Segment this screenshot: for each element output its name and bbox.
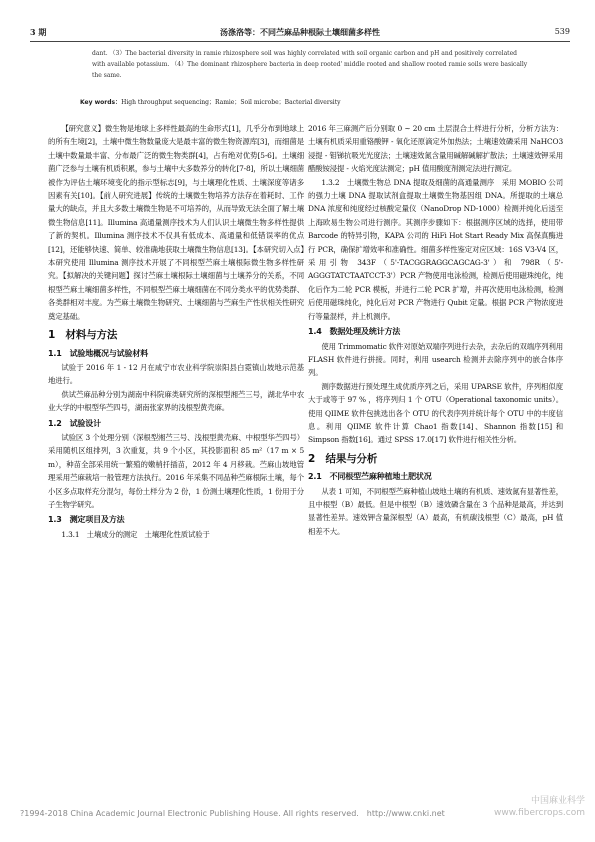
section-heading: 2 结果与分析	[308, 452, 378, 465]
abstract-continuation	[92, 48, 538, 81]
keywords	[80, 98, 540, 108]
subsection-heading: 1.3 测定项目及方法	[48, 515, 125, 525]
watermark-url: www.fibercrops.com	[494, 808, 585, 818]
intro-paragraph: 【研究意义】微生物是地球上多样性最高的生命形式[1]，几乎分布到地球上的所有生境[2]，土壤中微生物数量庞大是最丰富的微生物资源库[3]，而细菌是土壤中数量最丰富、分布最广泛的微生物类群[4]，占有绝对优势[5-6]。土壤细菌广泛参与土壤有机质积累，参与土壤中大多数养分的转化[7-8]，所以土壤细菌被作为评估土壤环境变化的指示型标志[9]，与土壤理化性质、土壤深度等诸多因素有关[10]。【前人研究进展】传统的土壤微生物培养方法存在着耗时、工作量大的缺点，并且大多数土壤微生物是不可培养的，从而导致无法全面了解土壤微生物信息[11]。Illumina 高通量测序技术为人们认识土壤微生物多样性提供了新的契机。Illumina 测序技术不仅具有低成本、高通量和低错误率的优点[12]，还能够快速、简单、较准确地获取土壤微生物信息[13]。【本研究切入点】本研究使用 Illumina 测序技术开展了不同根型苎麻土壤根际微生物多样性研究。【拟解决的关键问题】探讨苎麻土壤根际土壤细菌与土壤养分的关系，不同根型苎麻土壤细菌多样性，不同根型苎麻土壤细菌在不同分类水平的优势类群、各类群相对丰度。为苎麻土壤微生物研究、土壤细菌与苎麻生产性状相关性研究奠定基础。	[48, 124, 304, 321]
abstract-line: the same.	[92, 72, 122, 79]
abstract-line: with available potassium. （4）The dominant rhizosphere bacteria in deep rooted' middle rooted and shallow rooted ramie soils were basically	[92, 61, 528, 68]
body-paragraph: 测序数据进行预处理生成优质序列之后，采用 UPARSE 软件，序列相似度大于或等于 97 % ，将序列归 1 个 OTU（Operational taxonomic units）。使用 QIIME 软件包挑选出各个 OTU 的代表序列并统计每个 OTU 中的丰度信息。利用 QIIME 软件计算 Chao1 指数[14]、Shannon 指数[15] 和 Simpson 指数[16]。通过 SPSS 17.0[17] 软件进行相关性分析。	[308, 381, 563, 445]
subsection-heading: 1.2 试验设计	[48, 418, 101, 428]
right-column	[308, 122, 563, 538]
body-paragraph: 2016 年三麻测产后分别取 0 ~ 20 cm 土层混合土样进行分析，分析方法为：土壤有机质采用重铬酸钾 - 氧化还原滴定外加热法；土壤速效磷采用 NaHCO3 浸提 - 钼锑抗吸光光度法；土壤速效氮含量用碱解碱解扩散法；土壤速效钾采用醋酸铵浸提 - 火焰光度法测定；pH 值用酸度剂测定法进行测定。	[308, 124, 563, 174]
copyright-footer: ?1994-2018 China Academic Journal Electronic Publishing House. All rights reserved. http://www.cnki.net	[20, 809, 445, 818]
section-heading: 1 材料与方法	[48, 329, 118, 342]
body-paragraph: 1.3.1 土壤成分的测定 土壤理化性质试验于	[61, 529, 210, 539]
running-title: 汤涤洛等：不同苎麻品种根际土壤细菌多样性	[220, 28, 380, 37]
subsection-heading: 1.4 数据处理及统计方法	[308, 327, 401, 337]
body-paragraph: 试验区 3 个处理分别（深根型湘苎三号、浅根型黄壳麻、中根型华苎四号）采用随机区组排列，3 次重复，共 9 个小区，其投影面积 85 m²（17 m × 5 m），种苗全部采用统一繁殖的嫩梢扦插苗，2012 年 4 月移栽。苎麻山坡地管理采用苎麻栽培一般管理方法执行。2016 年采集不同品种苎麻根际土壤，每个小区多点取样充分混匀，每份土样分为 2 份，1 份测土壤理化性质，1 份用于分子生物学研究。	[48, 432, 304, 509]
body-paragraph: 供试苎麻品种分别为湖南中科院麻类研究所的深根型湘苎三号，湖北华中农业大学的中根型华苎四号，湖南张家界的浅根型黄壳麻。	[48, 389, 304, 413]
left-column	[48, 122, 304, 541]
body-paragraph: 从表 1 可知，不同根型苎麻种植山坡地土壤的有机质、速效氮有显著性差，且中根型（B）最低。但是中根型（B）速效磷含量在 3 个品种是最高，并达到显著性差异。速效钾含量深根型（A）最高，有机碳浅根型（C）最高，pH 值相差不大。	[308, 486, 563, 536]
subsection-heading: 1.1 试验地概况与试验材料	[48, 348, 149, 358]
body-paragraph: 1.3.2 土壤微生物总 DNA 提取及细菌的高通量测序 采用 MOBIO 公司的强力土壤 DNA 提取试剂盒提取土壤微生物基因组 DNA。所提取的土壤总 DNA 浓度和纯度经过核酸定量仪（NanoDrop ND-1000）检测并纯化后送至上海欧易生物公司进行测序。其测序步骤如下：根据测序区域的选择，使用带 Barcode 的特异引物，KAPA 公司的 HiFi Hot Start Ready Mix 高保真酶进行 PCR，确保扩增效率和准确性。细菌多样性鉴定对应区域：16S V3-V4 区，采用引物 343F（5'-TACGGRAGGCAGCAG-3'）和 798R（5'-AGGGTATCTAATCCT-3'）PCR 产物使用电泳检测，检测后使用磁珠纯化，纯化后作为二轮 PCR 模板，并进行二轮 PCR 扩增，并再次使用电泳检测，检测后使用磁珠纯化，纯化后对 PCR 产物进行 Qubit 定量。根据 PCR 产物浓度进行等量混样，并上机测序。	[308, 177, 563, 321]
subsection-heading: 2.1 不同根型苎麻种植地土肥状况	[308, 472, 432, 482]
page-header	[30, 25, 570, 42]
body-paragraph: 使用 Trimmomatic 软件对原始双端序列进行去杂，去杂后的双端序列利用 FLASH 软件进行拼接。同时，利用 usearch 检测并去除序列中的嵌合体序列。	[308, 341, 563, 378]
body-paragraph: 试验于 2016 年 1 - 12 月在咸宁市农业科学院崇阳县白霓镇山坡地示范基地进行。	[48, 362, 304, 386]
keywords-label: Key words：	[80, 99, 122, 106]
keywords-text: High throughput sequencing；Ramie；Soil microbe；Bacterial diversity	[121, 99, 341, 106]
page-number: 539	[554, 27, 570, 36]
issue-label: 3 期	[30, 27, 47, 37]
abstract-line: dant. （3）The bacterial diversity in ramie rhizosphere soil was highly correlated with soil organic carbon and pH and positively correlated	[92, 50, 517, 57]
watermark-logo-text: 中国麻业科学	[530, 796, 585, 806]
